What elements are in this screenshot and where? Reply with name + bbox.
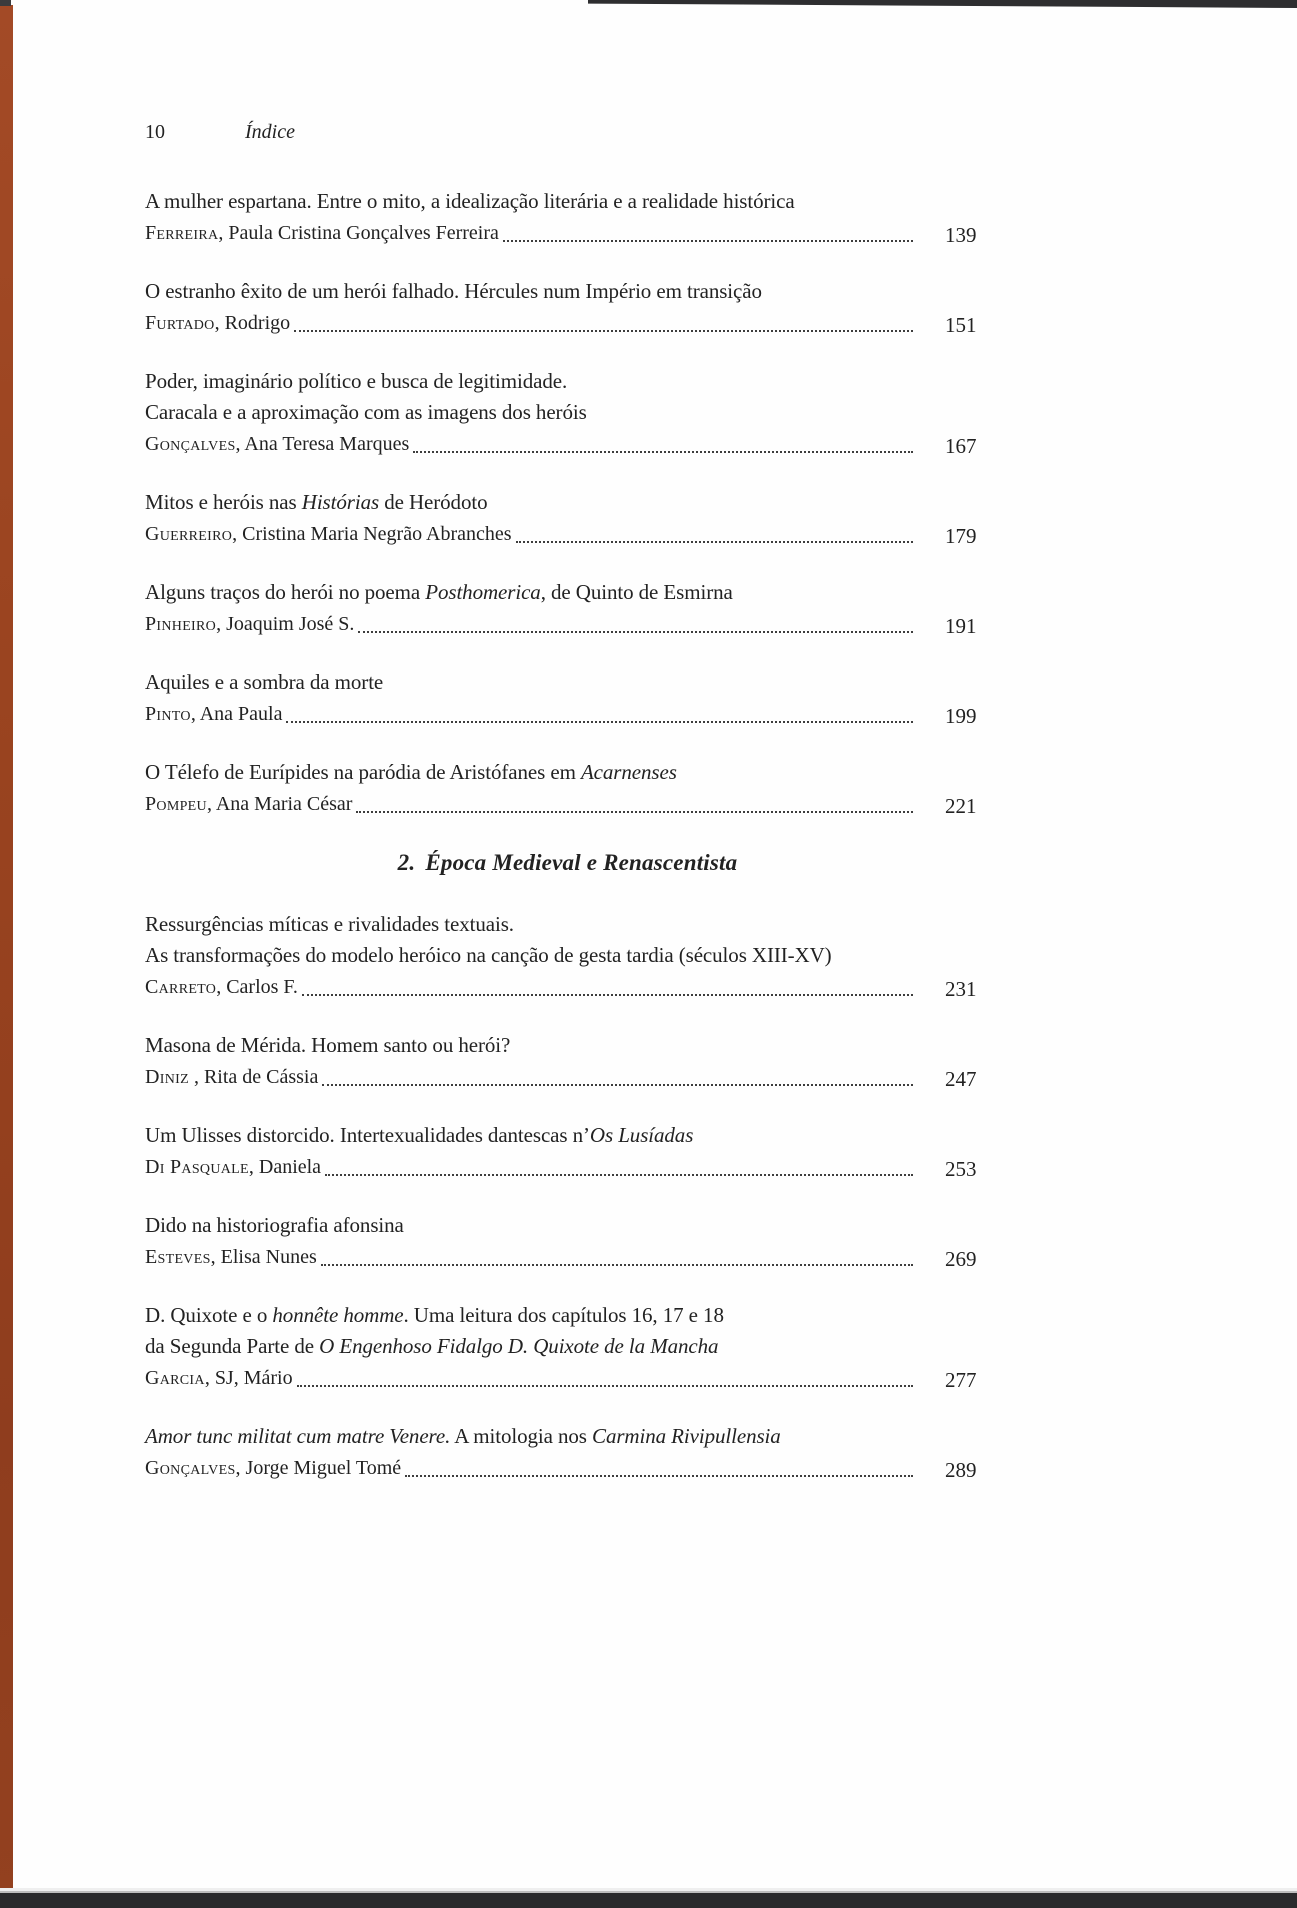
entry-title-line [145,487,990,518]
author-surname: Diniz [145,1066,189,1088]
entry-title-text: Histórias [301,490,380,514]
entry-page-number: 231 [945,977,977,1001]
entry-title-text: Mitos e heróis nas [145,490,302,514]
entry-title-line [145,909,990,940]
entry-author [145,699,282,730]
entry-author-line [145,971,990,1003]
author-surname: Pinto [145,703,191,725]
entry-title-text: Dido na historiografia afonsina [145,1213,404,1237]
entry-title-text: da Segunda Parte de [145,1334,320,1358]
dot-leader [286,721,913,723]
entry-title-line [145,276,990,307]
section-number: 2. [397,850,416,875]
entry-title [145,186,990,217]
entry-title-text: As transformações do modelo heróico na canção de gesta tardia (séculos XIII-XV) [145,943,832,967]
entry-author [145,429,409,460]
entry-title-text: Alguns traços do herói no poema [145,580,426,604]
entry-title-text: Caracala e a aproximação com as imagens dos heróis [145,400,587,424]
entry-page-number: 179 [945,524,977,548]
running-head: Índice [245,121,295,143]
toc-entry [145,1120,990,1183]
entry-author-line [145,1151,990,1183]
author-given-names: , Rita de Cássia [188,1066,319,1088]
entry-page-number: 151 [945,313,977,337]
entry-page-number: 269 [945,1247,977,1271]
entry-title [145,366,990,428]
entry-title-text: O Engenhoso Fidalgo D. Quixote de la Mancha [319,1334,719,1358]
entry-title-line [145,397,990,428]
author-given-names: , Elisa Nunes [210,1246,317,1268]
author-surname: Garcia [145,1367,205,1389]
author-given-names: , Daniela [248,1156,322,1178]
entry-author-line [145,428,990,460]
entry-author [145,1453,401,1484]
author-given-names: , Joaquim José S. [216,613,355,635]
entry-title [145,487,990,518]
author-surname: Carreto [145,976,217,998]
toc-entry [145,1030,990,1093]
dot-leader [516,541,913,543]
entry-title [145,1300,990,1362]
entry-title [145,1030,990,1061]
entry-title [145,276,990,307]
entry-title-text: , de Quinto de Esmirna [540,580,733,604]
entry-title-text: Masona de Mérida. Homem santo ou herói? [145,1033,511,1057]
dot-leader [297,1385,913,1387]
table-of-contents [145,186,990,1484]
entry-author-line [145,698,990,730]
author-given-names: , SJ, Mário [204,1367,293,1389]
entry-author-line [145,788,990,820]
entry-title [145,1421,990,1452]
toc-entry [145,276,990,339]
entry-title-line [145,1331,990,1362]
entry-title-text: O estranho êxito de um herói falhado. Hércules num Império em transição [145,279,762,303]
toc-entry [145,757,990,820]
entry-title-line [145,1120,990,1151]
entry-author-line [145,1061,990,1093]
entry-author [145,609,354,640]
entry-title-line [145,366,990,397]
author-given-names: , Ana Teresa Marques [235,433,410,455]
toc-entry [145,1300,990,1394]
entry-title-text: Posthomerica [425,580,541,604]
toc-entry [145,1421,990,1484]
entry-author [145,218,499,249]
entry-title-text: A mulher espartana. Entre o mito, a idealização literária e a realidade histórica [145,189,795,213]
toc-entry [145,667,990,730]
dot-leader [405,1475,913,1477]
dot-leader [503,240,913,242]
entry-title-line [145,1300,990,1331]
author-surname: Guerreiro [145,523,233,545]
scanner-bed-strip [0,1891,1297,1908]
entry-title-text: Ressurgências míticas e rivalidades textuais. [145,912,514,936]
scan-corner-shadow [0,0,11,6]
entry-title-line [145,577,990,608]
author-given-names: , Ana Paula [190,703,283,725]
dot-leader [325,1174,913,1176]
entry-page-number: 191 [945,614,977,638]
entry-author [145,1242,317,1273]
entry-title-text: Carmina Rivipullensia [592,1424,781,1448]
entry-title [145,1210,990,1241]
entry-title [145,667,990,698]
entry-title [145,1120,990,1151]
entry-page-number: 247 [945,1067,977,1091]
entry-author-line [145,1452,990,1484]
entry-title-text: Amor tunc militat cum matre Venere. [145,1424,451,1448]
toc-entry [145,186,990,249]
author-surname: Pompeu [145,793,207,815]
entry-title-line [145,186,990,217]
entry-title-text: Poder, imaginário político e busca de legitimidade. [145,369,568,393]
author-given-names: , Paula Cristina Gonçalves Ferreira [218,222,499,244]
author-surname: Furtado [145,312,215,334]
entry-title-line [145,1421,990,1452]
toc-entry [145,487,990,550]
page-number: 10 [145,121,165,143]
entry-author [145,308,290,339]
entry-title [145,757,990,788]
author-surname: Di Pasquale [145,1156,249,1178]
author-surname: Gonçalves [145,1457,236,1479]
entry-title-text: O Télefo de Eurípides na paródia de Aristófanes em [145,760,581,784]
author-surname: Pinheiro [145,613,217,635]
entry-author [145,1363,293,1394]
entry-author-line [145,307,990,339]
entry-title-line [145,667,990,698]
entry-author-line [145,217,990,249]
dot-leader [358,631,913,633]
dot-leader [322,1084,913,1086]
entry-page-number: 253 [945,1157,977,1181]
entry-page-number: 139 [945,223,977,247]
author-given-names: , Jorge Miguel Tomé [235,1457,402,1479]
entry-title-text: Os Lusíadas [589,1123,694,1147]
entry-author-line [145,518,990,550]
entry-page-number: 289 [945,1458,977,1482]
book-spine-edge [0,5,13,1908]
entry-page-number: 277 [945,1368,977,1392]
author-given-names: , Cristina Maria Negrão Abranches [232,523,512,545]
dot-leader [302,994,913,996]
toc-entry [145,366,990,460]
dot-leader [321,1264,913,1266]
entry-page-number: 221 [945,794,977,818]
author-surname: Gonçalves [145,433,236,455]
entry-title [145,577,990,608]
toc-entry [145,909,990,1003]
entry-title-text: de Heródoto [379,490,488,514]
entry-title-line [145,1210,990,1241]
page-content [145,118,990,1511]
dot-leader [294,330,913,332]
entry-title-text: Aquiles e a sombra da morte [145,670,384,694]
toc-entry [145,1210,990,1273]
author-surname: Ferreira [145,222,219,244]
entry-author-line [145,1241,990,1273]
entry-title-text: honnête homme [272,1303,404,1327]
entry-author [145,519,512,550]
dot-leader [356,811,913,813]
entry-title-text: A mitologia nos [450,1424,593,1448]
entry-author [145,1062,318,1093]
entry-author [145,789,352,820]
entry-title-line [145,757,990,788]
author-given-names: , Rodrigo [214,312,291,334]
entry-title-text: Acarnenses [580,760,677,784]
dot-leader [413,451,913,453]
entry-title-line [145,940,990,971]
entry-page-number: 199 [945,704,977,728]
section-heading [145,847,990,879]
entry-author [145,1152,321,1183]
author-surname: Esteves [145,1246,211,1268]
entry-title-text: Um Ulisses distorcido. Intertexualidades dantescas n’ [145,1123,590,1147]
entry-author-line [145,608,990,640]
entry-author [145,972,298,1003]
entry-title-line [145,1030,990,1061]
scan-top-shadow [588,0,1297,8]
entry-page-number: 167 [945,434,977,458]
author-given-names: , Carlos F. [216,976,298,998]
toc-entry [145,577,990,640]
entry-author-line [145,1362,990,1394]
entry-title-text: . Uma leitura dos capítulos 16, 17 e 18 [403,1303,724,1327]
section-title: Época Medieval e Renascentista [425,850,738,875]
entry-title [145,909,990,971]
entry-title-text: D. Quixote e o [145,1303,273,1327]
page-header [145,118,990,146]
author-given-names: , Ana Maria César [206,793,353,815]
